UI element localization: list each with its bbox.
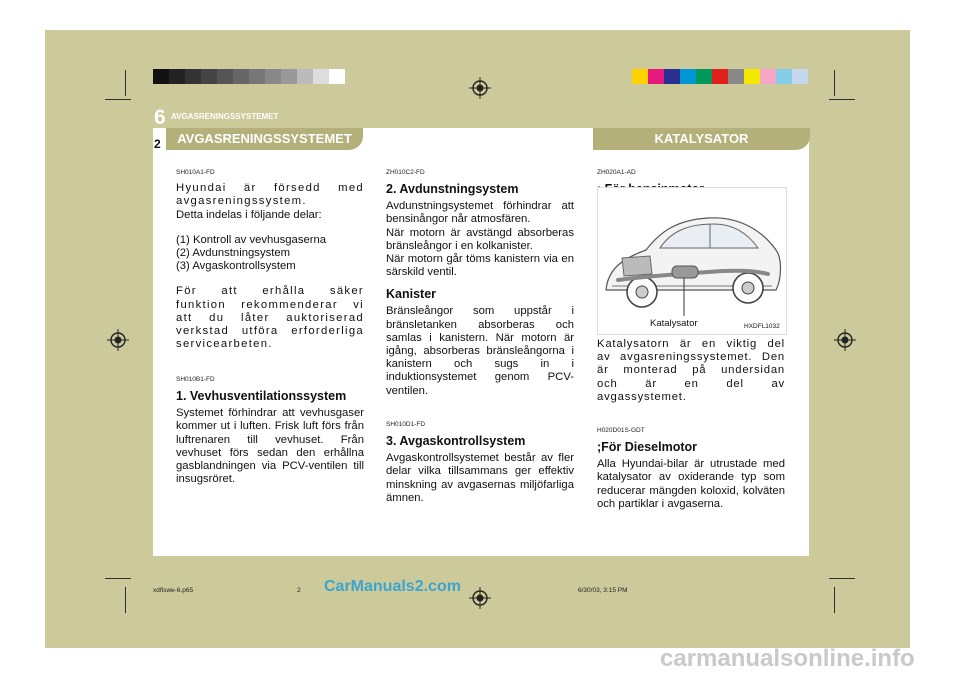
color-swatch [760,69,776,84]
section-code: SH010A1-FD [176,169,215,176]
section-heading: 3. Avgaskontrollsystem [386,434,526,449]
color-swatch [281,69,297,84]
color-swatch [792,69,808,84]
right-section-tab: KATALYSATOR [593,128,810,150]
color-swatch [265,69,281,84]
watermark-online[interactable]: carmanualsonline.info [660,645,915,672]
footer-filename: xdflswe-6.p65 [153,587,194,594]
car-illustration-icon [598,188,786,334]
body-paragraph: Alla Hyundai-bilar är utrustade med katalysator av oxiderande typ som reducerar mängden koloxid, kolväten och partiklar i avgaserna. [597,458,785,510]
section-code: ZH010C2-FD [386,169,425,176]
registration-mark-icon [834,329,856,351]
registration-mark-icon [469,77,491,99]
section-heading: Kanister [386,287,437,302]
column-1-section [176,373,364,486]
section-title: AVGASRENINGSSYSTEMET [171,112,279,121]
registration-mark-icon [469,587,491,609]
figure-label: Katalysator [650,318,698,329]
color-swatch [776,69,792,84]
color-swatch [249,69,265,84]
color-swatch [680,69,696,84]
color-swatch [233,69,249,84]
color-swatch [201,69,217,84]
figure-code: HXDFL1032 [744,323,780,330]
section-heading: ;För Dieselmotor [597,440,698,455]
color-swatch [664,69,680,84]
watermark-carmanuals[interactable]: CarManuals2.com [324,578,461,595]
left-section-tab: AVGASRENINGSSYSTEMET [166,128,363,150]
body-paragraph: När motorn går töms kanistern via en särskild ventil. [386,253,574,279]
column-2-section [386,418,574,505]
color-swatch [648,69,664,84]
color-swatch [696,69,712,84]
body-paragraph: Systemet förhindrar att vevhusgaser kommer ut i luften. Frisk luft förs från luftrenaren till vevhuset. Från vevhuset förs sedan den erhållna gasblandningen via PCV-ventilen till insugsröret. [176,407,364,486]
color-swatch [297,69,313,84]
page-number: 2 [154,137,161,151]
section-heading: 1. Vevhusventilationssystem [176,389,347,404]
body-paragraph: Avdunstningsystemet förhindrar att bensinångor når atmosfären. [386,200,574,226]
color-swatch [712,69,728,84]
intro-text: Detta indelas i följande delar: [176,208,322,221]
color-swatch [728,69,744,84]
footer-date: 6/30/03, 3:15 PM [578,587,628,594]
body-paragraph: För att erhålla säker funktion rekommenderar vi att du låter auktoriserad verkstad utföra erforderliga servicearbeten. [176,285,364,351]
color-calibration-bar [632,69,808,84]
section-code: SH010B1-FD [176,376,215,383]
section-code: ZH020A1-AD [597,169,636,176]
footer-page: 2 [297,587,301,594]
column-3-section [597,424,785,511]
color-swatch [744,69,760,84]
color-swatch [313,69,329,84]
list-item: (3) Avgaskontrollsystem [176,260,296,273]
color-swatch [169,69,185,84]
intro-text: Hyundai är försedd med avgasreningssystem. [176,182,364,208]
color-swatch [217,69,233,84]
column-2 [386,166,574,398]
body-paragraph: Avgaskontrollsystemet består av fler delar vilka tillsammans ger effektiv minskning av avgasernas miljöfarliga ämnen. [386,452,574,504]
list-item: (1) Kontroll av vevhusgaserna [176,233,327,246]
body-paragraph: Bränsleångor som uppstår i bränsletanken absorberas och samlas i kanistern. När motorn är igång, absorberas bränsleångorna i kanistern och sugs in i induktionsystemet genom PCV-ventilen. [386,305,574,397]
registration-mark-icon [107,329,129,351]
section-number: 6 [154,106,166,129]
column-1 [176,166,364,351]
section-heading: 2. Avdunstningsystem [386,182,519,197]
grayscale-calibration-bar [153,69,345,84]
color-swatch [329,69,345,84]
color-swatch [632,69,648,84]
catalytic-converter-figure [597,187,787,335]
column-3-body [597,338,785,404]
color-swatch [185,69,201,84]
section-code: H020D01S-GDT [597,427,645,434]
color-swatch [153,69,169,84]
list-item: (2) Avdunstningsystem [176,247,291,260]
body-paragraph: Katalysatorn är en viktig del av avgasreningssystemet. Den är monterad på undersidan och är en del av avgassystemet. [597,338,785,403]
section-code: SH010D1-FD [386,421,426,428]
body-paragraph: När motorn är avstängd absorberas bränsleångor i en kolkanister. [386,226,574,252]
